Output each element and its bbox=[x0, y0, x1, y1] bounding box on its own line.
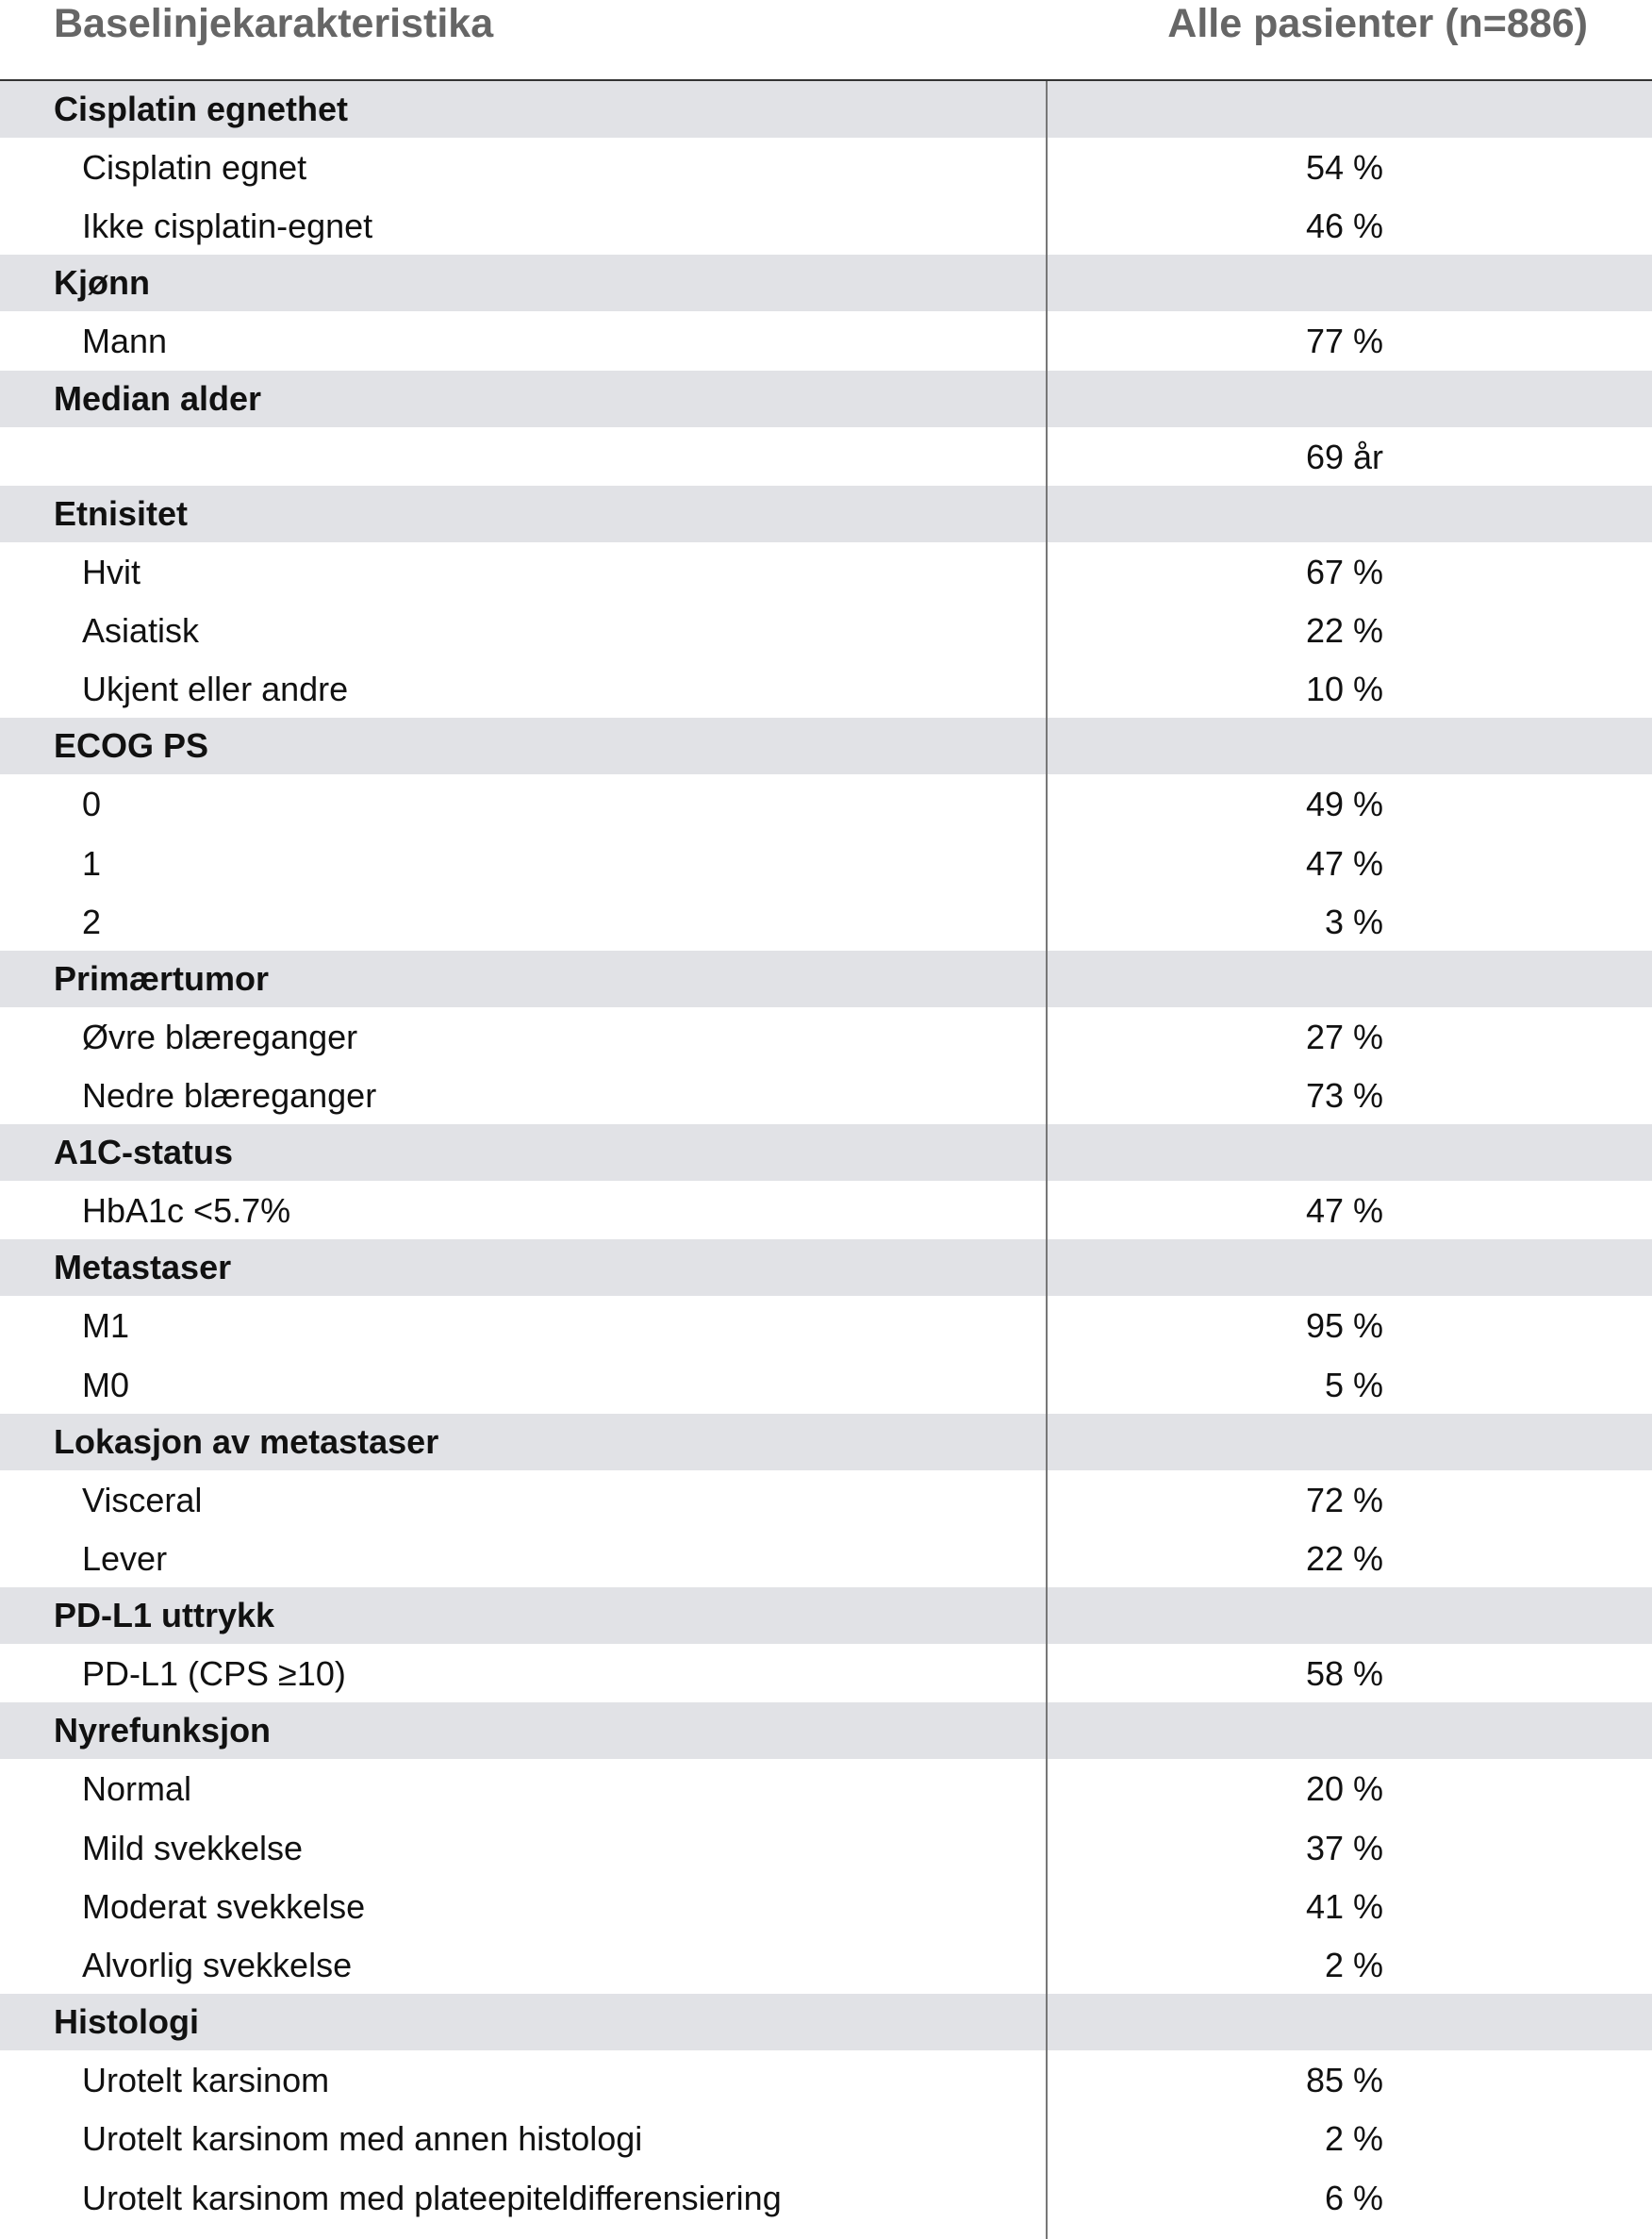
category-row bbox=[0, 1414, 1652, 1470]
row-label: Urotelt karsinom bbox=[82, 2061, 330, 2100]
row-label: M1 bbox=[82, 1306, 130, 1346]
row-label: Asiatisk bbox=[82, 610, 200, 650]
table-row bbox=[0, 311, 1652, 370]
row-value: 49 % bbox=[1305, 785, 1383, 824]
row-label: Urotelt karsinom med annen histologi bbox=[82, 2119, 643, 2159]
table-row bbox=[0, 1529, 1652, 1587]
category-row bbox=[0, 81, 1652, 138]
table-row bbox=[0, 1644, 1652, 1702]
category-row bbox=[0, 1124, 1652, 1181]
table-row bbox=[0, 1007, 1652, 1066]
row-value: 46 % bbox=[1305, 207, 1383, 246]
table-row bbox=[0, 2168, 1652, 2227]
row-value: 22 % bbox=[1305, 1539, 1383, 1578]
table-row bbox=[0, 1877, 1652, 1935]
row-label: Lever bbox=[82, 1539, 168, 1578]
row-value: 69 år bbox=[1305, 437, 1383, 476]
row-value: 95 % bbox=[1305, 1306, 1383, 1346]
table-row bbox=[0, 1296, 1652, 1354]
category-row bbox=[0, 1702, 1652, 1759]
table-row bbox=[0, 1818, 1652, 1877]
baseline-table bbox=[0, 81, 1652, 2227]
row-label: HbA1c <5.7% bbox=[82, 1191, 291, 1231]
category-row bbox=[0, 486, 1652, 542]
category-label: Primærtumor bbox=[54, 958, 270, 998]
category-row bbox=[0, 1587, 1652, 1644]
table-row bbox=[0, 774, 1652, 833]
row-value: 85 % bbox=[1305, 2061, 1383, 2100]
row-value: 37 % bbox=[1305, 1828, 1383, 1867]
table-row bbox=[0, 138, 1652, 196]
column-header-characteristic: Baselinjekarakteristika bbox=[54, 1, 494, 46]
row-label: 1 bbox=[82, 843, 102, 883]
table-row bbox=[0, 659, 1652, 718]
category-row bbox=[0, 371, 1652, 427]
row-label: Nedre blæreganger bbox=[82, 1076, 377, 1116]
table-row bbox=[0, 2050, 1652, 2109]
row-label: Normal bbox=[82, 1769, 192, 1809]
category-label: ECOG PS bbox=[54, 726, 209, 766]
table-row bbox=[0, 601, 1652, 659]
category-label: A1C-status bbox=[54, 1133, 234, 1172]
row-value: 73 % bbox=[1305, 1076, 1383, 1116]
row-label: Ukjent eller andre bbox=[82, 670, 349, 709]
row-value: 77 % bbox=[1305, 322, 1383, 361]
category-label: Histologi bbox=[54, 2002, 199, 2042]
row-value: 3 % bbox=[1324, 902, 1383, 941]
row-value: 58 % bbox=[1305, 1654, 1383, 1694]
table-row bbox=[0, 1759, 1652, 1817]
row-label: Mann bbox=[82, 322, 168, 361]
row-value: 22 % bbox=[1305, 610, 1383, 650]
row-value: 10 % bbox=[1305, 670, 1383, 709]
category-label: Median alder bbox=[54, 378, 262, 418]
row-value: 54 % bbox=[1305, 148, 1383, 187]
row-label: Cisplatin egnet bbox=[82, 148, 307, 187]
row-value: 41 % bbox=[1305, 1886, 1383, 1926]
row-label: Hvit bbox=[82, 552, 140, 591]
row-value: 27 % bbox=[1305, 1017, 1383, 1056]
column-divider bbox=[1046, 81, 1048, 2239]
table-row bbox=[0, 1066, 1652, 1124]
row-value: 2 % bbox=[1324, 1945, 1383, 1984]
table-row bbox=[0, 542, 1652, 601]
category-label: Lokasjon av metastaser bbox=[54, 1421, 439, 1461]
table-row bbox=[0, 1470, 1652, 1529]
category-label: Nyrefunksjon bbox=[54, 1711, 272, 1750]
row-label: M0 bbox=[82, 1365, 130, 1404]
row-label: Ikke cisplatin-egnet bbox=[82, 207, 373, 246]
row-label: 2 bbox=[82, 902, 102, 941]
category-label: Metastaser bbox=[54, 1248, 232, 1287]
row-value: 72 % bbox=[1305, 1480, 1383, 1519]
column-header-all-patients: Alle pasienter (n=886) bbox=[1167, 1, 1588, 46]
category-row bbox=[0, 1239, 1652, 1296]
row-value: 47 % bbox=[1305, 843, 1383, 883]
row-label: Urotelt karsinom med plateepiteldifferensiering bbox=[82, 2178, 782, 2217]
category-row bbox=[0, 718, 1652, 774]
row-value: 67 % bbox=[1305, 552, 1383, 591]
table-row bbox=[0, 1181, 1652, 1239]
table-row bbox=[0, 1935, 1652, 1994]
row-label: Alvorlig svekkelse bbox=[82, 1945, 353, 1984]
category-row bbox=[0, 951, 1652, 1007]
category-label: Cisplatin egnethet bbox=[54, 90, 349, 128]
category-row bbox=[0, 255, 1652, 311]
table-row bbox=[0, 892, 1652, 951]
table-row bbox=[0, 834, 1652, 892]
category-row bbox=[0, 1994, 1652, 2050]
table-row bbox=[0, 427, 1652, 486]
row-label: Visceral bbox=[82, 1480, 203, 1519]
row-value: 20 % bbox=[1305, 1769, 1383, 1809]
category-label: Etnisitet bbox=[54, 493, 189, 533]
category-label: PD-L1 uttrykk bbox=[54, 1596, 275, 1635]
row-label: Moderat svekkelse bbox=[82, 1886, 366, 1926]
table-row bbox=[0, 2109, 1652, 2167]
row-value: 5 % bbox=[1324, 1365, 1383, 1404]
row-value: 6 % bbox=[1324, 2178, 1383, 2217]
row-label: PD-L1 (CPS ≥10) bbox=[82, 1654, 346, 1694]
table-row bbox=[0, 1355, 1652, 1414]
row-label: Øvre blæreganger bbox=[82, 1017, 358, 1056]
row-value: 2 % bbox=[1324, 2119, 1383, 2159]
table-row bbox=[0, 196, 1652, 255]
row-value: 47 % bbox=[1305, 1191, 1383, 1231]
row-label: 0 bbox=[82, 785, 102, 824]
category-label: Kjønn bbox=[54, 263, 150, 303]
table-header bbox=[0, 0, 1652, 81]
row-label: Mild svekkelse bbox=[82, 1828, 304, 1867]
